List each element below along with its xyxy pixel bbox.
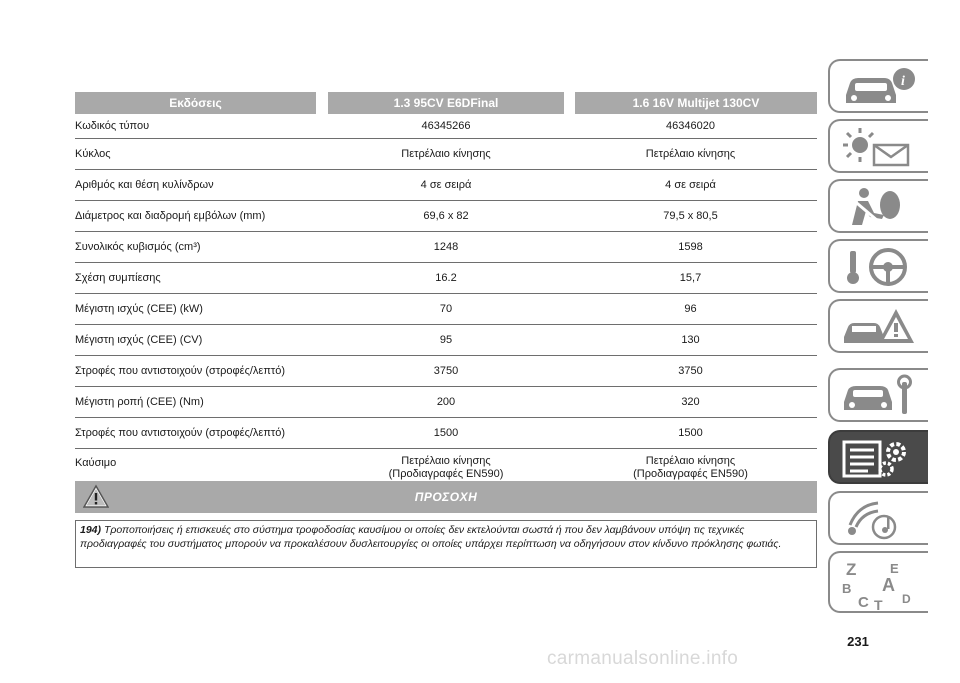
row-label: Μέγιστη ροπή (CEE) (Nm): [75, 396, 204, 408]
tab-technical-data[interactable]: [828, 430, 928, 484]
row-value: [328, 455, 564, 481]
table-row: [75, 387, 817, 418]
row-value: 96: [684, 303, 697, 315]
row-value: 1500: [433, 427, 459, 439]
row-label: Στροφές που αντιστοιχούν (στροφές/λεπτό): [75, 427, 286, 439]
index-letter: E: [890, 561, 899, 576]
row-value: 46345266: [421, 120, 471, 132]
tab-safety[interactable]: [828, 179, 928, 233]
technical-data-icon: [838, 436, 918, 480]
index-letter: Z: [846, 560, 857, 579]
warning-triangle-icon: [83, 484, 109, 508]
tab-maintenance[interactable]: [828, 368, 928, 422]
tab-starting-driving[interactable]: [828, 239, 928, 293]
table-row: [75, 418, 817, 449]
header-engine-2: 1.6 16V Multijet 130CV: [575, 92, 817, 114]
fuel-value-line2: (Προδιαγραφές EN590): [388, 468, 504, 480]
table-row: [75, 325, 817, 356]
safety-airbag-icon: [838, 185, 918, 229]
fuel-value-line1: Πετρέλαιο κίνησης: [401, 455, 491, 467]
index-letter: B: [842, 581, 852, 596]
index-letter: A: [882, 575, 895, 595]
fuel-value-line1: Πετρέλαιο κίνησης: [645, 455, 736, 467]
maintenance-icon: [838, 374, 918, 418]
row-value: [564, 455, 817, 481]
row-value: 16.2: [435, 272, 457, 284]
row-label: Συνολικός κυβισμός (cm³): [75, 241, 201, 253]
multimedia-icon: [838, 497, 918, 541]
row-label: Κύκλος: [75, 148, 111, 160]
table-row: [75, 294, 817, 325]
row-label: Μέγιστη ισχύς (CEE) (CV): [75, 334, 203, 346]
warning-header: [75, 481, 817, 513]
warning-text: [75, 520, 817, 568]
car-info-icon: [838, 65, 918, 109]
emergency-icon: [838, 305, 918, 349]
row-value: 4 σε σειρά: [420, 179, 472, 191]
table-row: [75, 356, 817, 387]
row-value: 4 σε σειρά: [665, 179, 716, 191]
warning-lights-icon: [838, 125, 918, 169]
row-label: Αριθμός και θέση κυλίνδρων: [75, 179, 214, 191]
row-label: Σχέση συμπίεσης: [75, 272, 161, 284]
header-versions: Εκδόσεις: [75, 92, 316, 114]
row-label: Διάμετρος και διαδρομή εμβόλων (mm): [75, 210, 266, 222]
row-value: 3750: [678, 365, 703, 377]
row-value: 95: [439, 334, 453, 346]
row-value: 79,5 x 80,5: [663, 210, 718, 222]
svg-text:i: i: [901, 74, 905, 89]
row-label: Κωδικός τύπου: [75, 120, 150, 132]
row-value: 15,7: [679, 272, 702, 284]
row-value: Πετρέλαιο κίνησης: [645, 148, 736, 160]
tab-index[interactable]: [828, 551, 928, 613]
row-value: Πετρέλαιο κίνησης: [401, 148, 491, 160]
index-letter: T: [874, 597, 883, 611]
row-value: 46346020: [666, 120, 715, 132]
tab-emergency[interactable]: [828, 299, 928, 353]
table-row: [75, 170, 817, 201]
table-row: [75, 139, 817, 170]
row-label: Στροφές που αντιστοιχούν (στροφές/λεπτό): [75, 365, 286, 377]
watermark: carmanualsonline.info: [547, 648, 739, 669]
index-icon: [838, 557, 918, 611]
row-label: Καύσιμο: [75, 457, 117, 469]
table-row: [75, 232, 817, 263]
index-letter: D: [902, 592, 911, 606]
spec-table: [75, 92, 817, 489]
warning-title: ΠΡΟΣΟΧΗ: [414, 490, 478, 504]
row-value: 3750: [433, 365, 459, 377]
row-value: 130: [681, 334, 700, 346]
header-engine-1: 1.3 95CV E6DFinal: [328, 92, 564, 114]
row-value: 200: [436, 396, 456, 408]
row-value: 320: [681, 396, 700, 408]
warning-body: Τροποποιήσεις ή επισκευές στο σύστημα τροφοδοσίας καυσίμου οι οποίες δεν εκτελούνται σωστά ή που δεν λαμβάνουν υπόψη τις τεχνικές προδιαγραφές του συστήματος μπορούν να προκαλέσουν δυσλειτουργίες οι οποίες υπάρχει περίπτωση να οδηγήσουν στον κίνδυνο πρόκλησης φωτιάς.: [80, 524, 782, 550]
index-letter: C: [858, 594, 869, 611]
table-row: [75, 201, 817, 232]
row-value: 70: [439, 303, 453, 315]
table-header: [75, 92, 817, 114]
fuel-value-line2: (Προδιαγραφές EN590): [633, 468, 748, 480]
row-label: Μέγιστη ισχύς (CEE) (kW): [75, 303, 203, 315]
table-row: [75, 263, 817, 294]
row-value: 69,6 x 82: [423, 210, 469, 222]
tab-car-info[interactable]: [828, 59, 928, 113]
tab-warning-lights[interactable]: [828, 119, 928, 173]
row-value: 1500: [678, 427, 703, 439]
page-number: 231: [847, 634, 869, 649]
tab-multimedia[interactable]: [828, 491, 928, 545]
steering-start-icon: [838, 245, 918, 289]
table-row: [75, 114, 817, 139]
warning-ref: 194): [80, 524, 102, 536]
row-value: 1248: [433, 241, 459, 253]
row-value: 1598: [678, 241, 703, 253]
